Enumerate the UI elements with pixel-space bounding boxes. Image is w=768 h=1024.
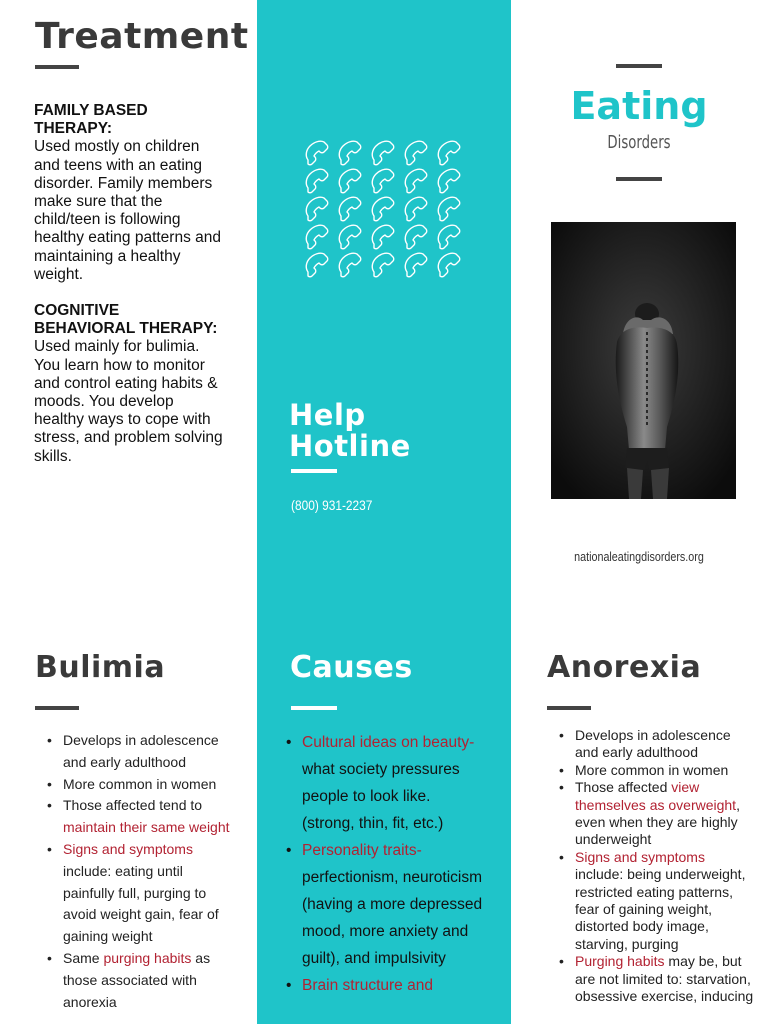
bulimia-title: Bulimia	[35, 650, 166, 685]
bulimia-rule	[35, 706, 79, 710]
causes-list	[274, 729, 484, 999]
fbt-heading: FAMILY BASED THERAPY:	[34, 102, 148, 138]
list-item-text: Same	[63, 949, 104, 966]
list-item-text: as those associated with anorexia	[63, 949, 211, 1010]
bulimia-list-item	[35, 795, 230, 839]
causes-list-item	[274, 972, 484, 999]
list-item-text: include: being underweight, restricted eating patterns, fear of gaining weight, distorted body image, starving, purging	[575, 866, 746, 952]
cover-subtitle: Disorders	[607, 132, 671, 153]
phone-icon-grid	[300, 136, 470, 282]
list-item-text: Those affected	[575, 779, 672, 796]
list-item-text: , even when they are highly underweight	[575, 796, 740, 848]
list-item-highlight: Cultural ideas on beauty-	[302, 734, 475, 751]
anorexia-list-item	[547, 779, 757, 849]
list-item-text: Develops in adolescence and early adulthood	[63, 732, 219, 770]
causes-list-item	[274, 729, 484, 837]
treatment-body	[34, 102, 224, 466]
list-item-highlight: Brain structure and	[302, 977, 433, 994]
list-item-text: what society pressures people to look like. (strong, thin, fit, etc.)	[302, 761, 460, 832]
cover-website[interactable]: nationaleatingdisorders.org	[574, 550, 704, 564]
anorexia-list-item	[547, 727, 757, 762]
bulimia-list-item	[35, 730, 230, 774]
anorexia-list-item	[547, 953, 757, 1005]
causes-rule	[291, 706, 337, 710]
list-item-highlight: Signs and symptoms	[63, 840, 193, 857]
cover-rule-bottom	[616, 177, 662, 181]
list-item-highlight: Purging habits	[575, 953, 665, 970]
cover-rule-top	[616, 64, 662, 68]
causes-list-item	[274, 837, 484, 972]
list-item-text: perfectionism, neuroticism (having a more depressed mood, more anxiety and guilt), and impulsivity	[302, 869, 483, 967]
bulimia-list	[35, 730, 230, 1013]
anorexia-list-item	[547, 849, 757, 953]
cbt-text: Used mainly for bulimia. You learn how to monitor and control eating habits & moods. You develop healthy ways to cope with stress, and problem solving skills.	[34, 338, 223, 465]
hotline-rule	[291, 469, 337, 473]
anorexia-list-item	[547, 762, 757, 779]
list-item-text: may be, but are not limited to: starvation, obsessive exercise, inducing	[575, 953, 754, 1005]
cbt-heading: COGNITIVE BEHAVIORAL THERAPY:	[34, 302, 218, 338]
hotline-title-line2: Hotline	[289, 429, 411, 463]
bulimia-list-item	[35, 774, 230, 796]
list-item-text: Develops in adolescence and early adulthood	[575, 727, 731, 761]
fbt-text: Used mostly on children and teens with an eating disorder. Family members make sure that the child/teen is following healthy eating patterns and maintaining a healthy weight.	[34, 138, 221, 283]
list-item-text: More common in women	[63, 775, 217, 792]
list-item-highlight: view themselves as overweight	[575, 779, 737, 813]
bulimia-list-item	[35, 948, 230, 1013]
anorexia-title: Anorexia	[547, 650, 702, 685]
list-item-text: More common in women	[575, 761, 729, 778]
cover-title: Eating	[570, 84, 708, 128]
treatment-rule	[35, 65, 79, 69]
list-item-text: Those affected tend to	[63, 797, 203, 814]
anorexia-list	[547, 727, 757, 1006]
list-item-highlight: Personality traits-	[302, 842, 422, 859]
causes-title: Causes	[290, 650, 413, 685]
list-item-highlight: Signs and symptoms	[575, 848, 705, 865]
hotline-title-line1: Help	[289, 398, 366, 432]
phone-icon	[306, 141, 459, 277]
list-item-highlight: purging habits	[103, 949, 192, 966]
cover-photo	[551, 222, 736, 499]
hotline-phone[interactable]: (800) 931-2237	[291, 497, 373, 513]
treatment-title: Treatment	[35, 16, 249, 57]
hotline-title	[289, 400, 411, 462]
anorexia-rule	[547, 706, 591, 710]
list-item-text: include: eating until painfully full, purging to avoid weight gain, fear of gaining weight	[63, 862, 219, 945]
list-item-highlight: maintain their same weight	[63, 819, 230, 836]
bulimia-list-item	[35, 839, 230, 948]
